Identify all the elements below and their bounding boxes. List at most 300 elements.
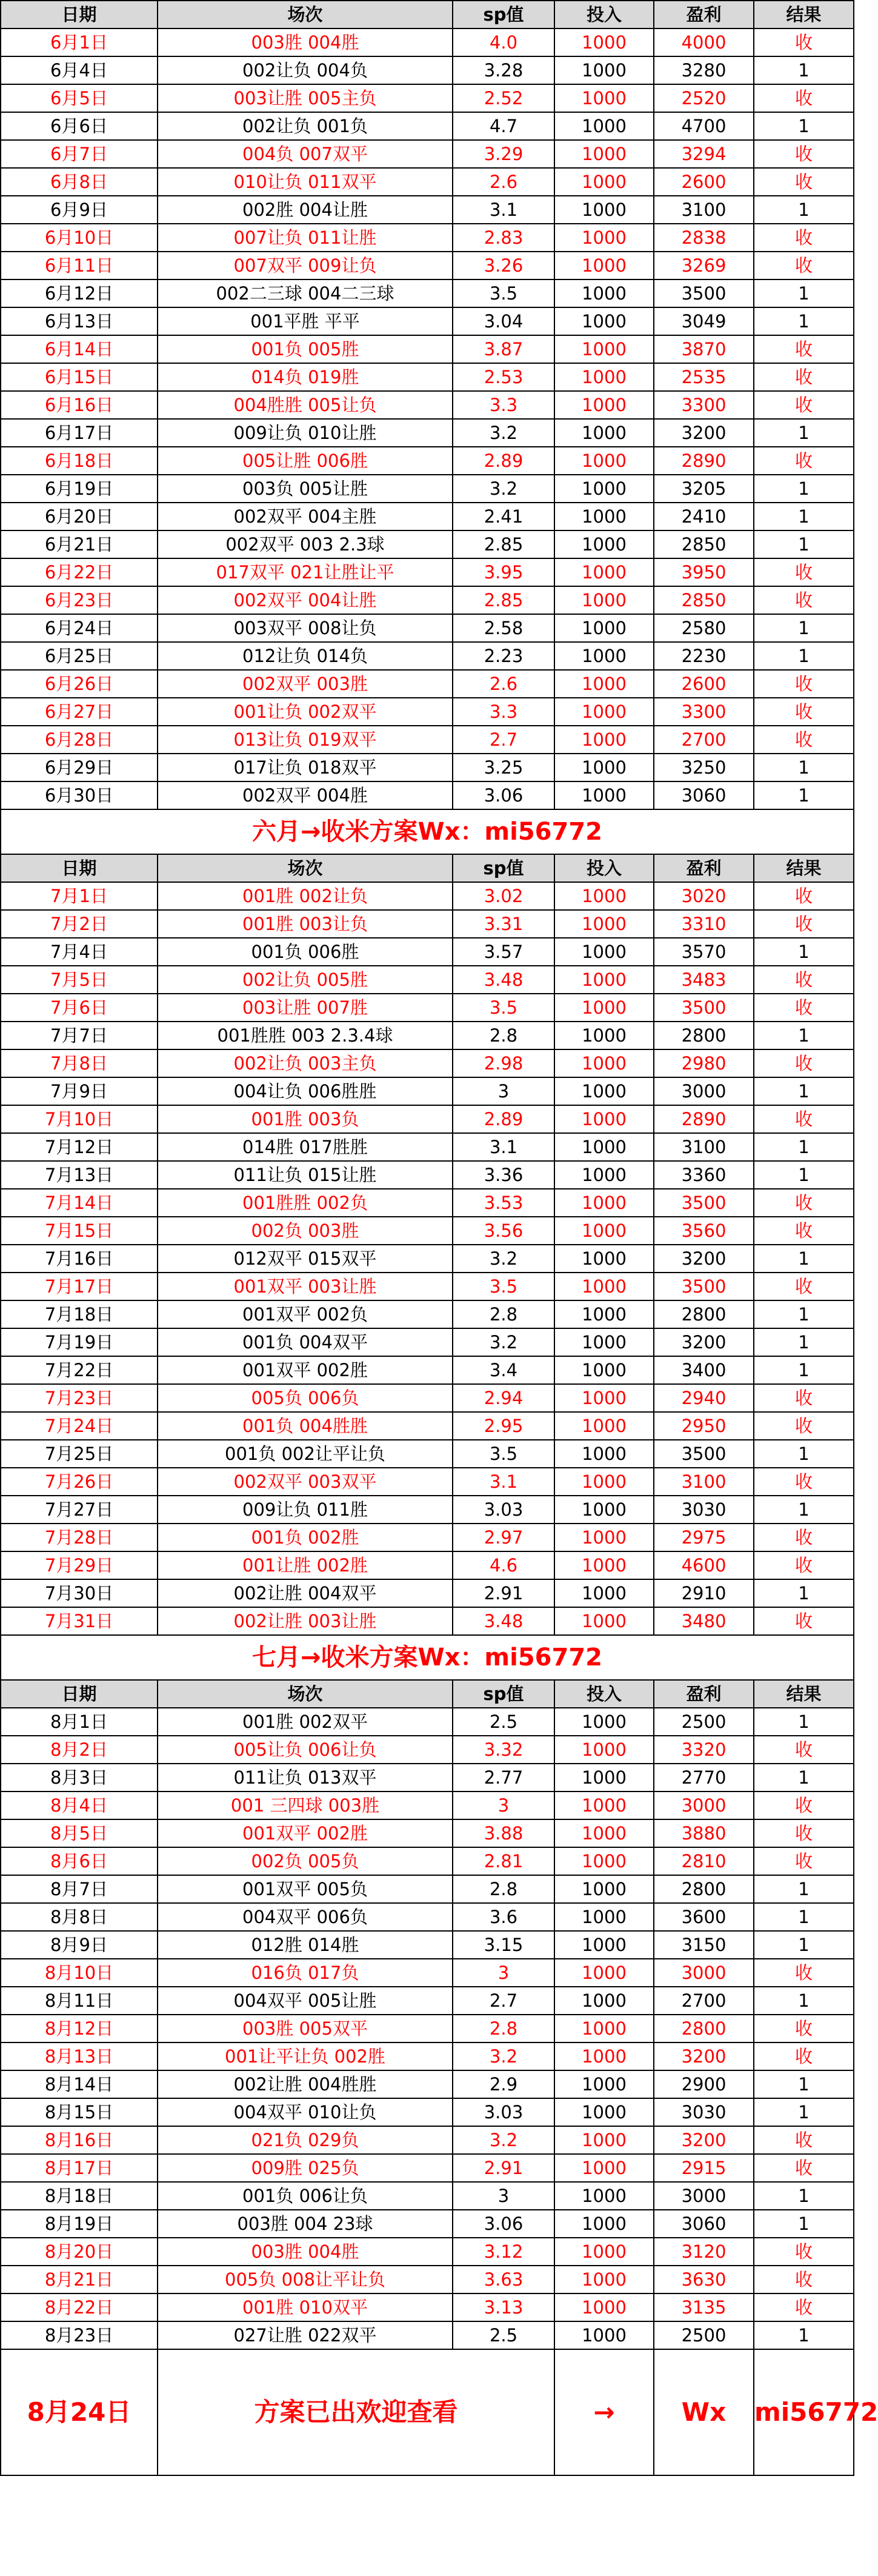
cell-stake: 1000 [554, 391, 654, 419]
cell-profit: 4000 [654, 28, 754, 56]
cell-stake: 1000 [554, 1875, 654, 1903]
cell-sp: 2.83 [453, 224, 554, 252]
cell-matches: 001平胜 平平 [158, 307, 453, 335]
cell-stake: 1000 [554, 698, 654, 726]
cell-matches: 003胜 004胜 [158, 2238, 453, 2266]
cell-profit: 3870 [654, 335, 754, 363]
cell-result: 收 [754, 1105, 854, 1133]
promo-banner: 七月→收米方案Wx：mi56772 [1, 1635, 854, 1680]
cell-sp: 2.5 [453, 2321, 554, 2349]
cell-sp: 2.8 [453, 1022, 554, 1049]
cell-profit: 3360 [654, 1161, 754, 1189]
cell-profit: 3630 [654, 2266, 754, 2293]
cell-profit: 3060 [654, 2210, 754, 2238]
table-row [1, 1987, 854, 2015]
cell-stake: 1000 [554, 781, 654, 809]
header-date: 日期 [1, 1680, 158, 1708]
cell-profit: 2910 [654, 1579, 754, 1607]
cell-sp: 3.02 [453, 882, 554, 910]
cell-result: 1 [754, 1356, 854, 1384]
cell-profit: 3120 [654, 2238, 754, 2266]
cell-stake: 1000 [554, 84, 654, 112]
cell-sp: 2.85 [453, 530, 554, 558]
cell-sp: 3.13 [453, 2293, 554, 2321]
cell-result: 1 [754, 1579, 854, 1607]
cell-result: 收 [754, 28, 854, 56]
cell-date: 7月22日 [1, 1356, 158, 1384]
cell-sp: 3.32 [453, 1736, 554, 1764]
table-row [1, 2182, 854, 2210]
header-result: 结果 [754, 1680, 854, 1708]
cell-profit: 2940 [654, 1384, 754, 1412]
cell-sp: 2.8 [453, 2015, 554, 2042]
cell-profit: 3060 [654, 781, 754, 809]
table-row [1, 2266, 854, 2293]
cell-date: 7月25日 [1, 1440, 158, 1468]
cell-stake: 1000 [554, 1791, 654, 1819]
cell-profit: 3200 [654, 419, 754, 447]
cell-result: 收 [754, 1607, 854, 1635]
cell-profit: 3269 [654, 252, 754, 279]
cell-matches: 005让胜 006胜 [158, 447, 453, 475]
table-row [1, 335, 854, 363]
header-matches: 场次 [158, 1, 453, 28]
table-row [1, 1791, 854, 1819]
cell-profit: 3200 [654, 2042, 754, 2070]
cell-date: 7月4日 [1, 938, 158, 966]
cell-result: 收 [754, 2238, 854, 2266]
cell-profit: 3500 [654, 279, 754, 307]
table-row [1, 307, 854, 335]
cell-sp: 3.03 [453, 1496, 554, 1524]
cell-matches: 002负 005负 [158, 1847, 453, 1875]
cell-result: 收 [754, 1524, 854, 1551]
cell-result: 收 [754, 1189, 854, 1217]
table-row [1, 1496, 854, 1524]
cell-result: 收 [754, 1384, 854, 1412]
table-row [1, 1903, 854, 1931]
table-row [1, 966, 854, 994]
header-profit: 盈利 [654, 854, 754, 882]
table-row [1, 781, 854, 809]
table-row [1, 586, 854, 614]
cell-profit: 2838 [654, 224, 754, 252]
promo-banner-row [1, 809, 854, 854]
cell-stake: 1000 [554, 307, 654, 335]
cell-profit: 3500 [654, 1189, 754, 1217]
cell-matches: 001负 002让平让负 [158, 1440, 453, 1468]
cell-date: 6月22日 [1, 558, 158, 586]
table-row [1, 1300, 854, 1328]
cell-result: 收 [754, 84, 854, 112]
cell-result: 1 [754, 1161, 854, 1189]
cell-sp: 3.5 [453, 994, 554, 1022]
cell-date: 8月20日 [1, 2238, 158, 2266]
cell-date: 8月14日 [1, 2070, 158, 2098]
header-sp: sp值 [453, 1680, 554, 1708]
cell-stake: 1000 [554, 363, 654, 391]
table-row [1, 252, 854, 279]
cell-result: 1 [754, 2070, 854, 2098]
cell-result: 1 [754, 1764, 854, 1791]
cell-stake: 1000 [554, 938, 654, 966]
cell-sp: 4.7 [453, 112, 554, 140]
cell-date: 7月14日 [1, 1189, 158, 1217]
cell-date: 7月7日 [1, 1022, 158, 1049]
cell-profit: 2700 [654, 726, 754, 754]
cell-profit: 2950 [654, 1412, 754, 1440]
cell-profit: 3020 [654, 882, 754, 910]
cell-profit: 2850 [654, 586, 754, 614]
cell-result: 收 [754, 2126, 854, 2154]
cell-stake: 1000 [554, 168, 654, 196]
cell-stake: 1000 [554, 2182, 654, 2210]
cell-stake: 1000 [554, 558, 654, 586]
cell-matches: 004负 007双平 [158, 140, 453, 168]
cell-matches: 001让平让负 002胜 [158, 2042, 453, 2070]
cell-date: 7月31日 [1, 1607, 158, 1635]
cell-matches: 016负 017负 [158, 1959, 453, 1987]
cell-matches: 011让负 015让胜 [158, 1161, 453, 1189]
cell-sp: 3.2 [453, 419, 554, 447]
header-sp: sp值 [453, 1, 554, 28]
cell-matches: 002让负 004负 [158, 56, 453, 84]
cell-result: 1 [754, 1903, 854, 1931]
table-row [1, 1273, 854, 1300]
cell-matches: 004双平 006负 [158, 1903, 453, 1931]
cell-date: 8月10日 [1, 1959, 158, 1987]
cell-result: 收 [754, 1819, 854, 1847]
table-row [1, 1412, 854, 1440]
table-row [1, 754, 854, 781]
cell-date: 7月5日 [1, 966, 158, 994]
cell-result: 收 [754, 447, 854, 475]
cell-matches: 003负 005让胜 [158, 475, 453, 503]
table-row [1, 140, 854, 168]
cell-sp: 3.06 [453, 781, 554, 809]
cell-result: 1 [754, 642, 854, 670]
cell-profit: 3480 [654, 1607, 754, 1635]
cell-profit: 4700 [654, 112, 754, 140]
cell-matches: 009让负 011胜 [158, 1496, 453, 1524]
header-stake: 投入 [554, 854, 654, 882]
cell-matches: 002让负 003主负 [158, 1049, 453, 1077]
cell-profit: 2600 [654, 168, 754, 196]
cell-profit: 3049 [654, 307, 754, 335]
cell-matches: 005让负 006让负 [158, 1736, 453, 1764]
cell-result: 收 [754, 2154, 854, 2182]
cell-profit: 2410 [654, 503, 754, 530]
cell-matches: 001胜胜 002负 [158, 1189, 453, 1217]
cell-stake: 1000 [554, 2070, 654, 2098]
cell-profit: 3500 [654, 1273, 754, 1300]
table-row [1, 1819, 854, 1847]
cell-matches: 002让负 001负 [158, 112, 453, 140]
table-row [1, 1245, 854, 1273]
cell-result: 1 [754, 1022, 854, 1049]
cell-stake: 1000 [554, 2015, 654, 2042]
cell-result: 收 [754, 966, 854, 994]
cell-stake: 1000 [554, 1077, 654, 1105]
cell-stake: 1000 [554, 196, 654, 224]
cell-date: 8月7日 [1, 1875, 158, 1903]
cell-stake: 1000 [554, 1412, 654, 1440]
cell-stake: 1000 [554, 994, 654, 1022]
cell-result: 1 [754, 56, 854, 84]
table-row [1, 1468, 854, 1496]
header-matches: 场次 [158, 1680, 453, 1708]
table-row [1, 503, 854, 530]
cell-matches: 002让胜 004双平 [158, 1579, 453, 1607]
header-profit: 盈利 [654, 1680, 754, 1708]
cell-date: 7月23日 [1, 1384, 158, 1412]
cell-sp: 2.9 [453, 2070, 554, 2098]
table-row [1, 910, 854, 938]
table-row [1, 279, 854, 307]
cell-profit: 3500 [654, 994, 754, 1022]
cell-date: 8月21日 [1, 2266, 158, 2293]
cell-stake: 1000 [554, 2126, 654, 2154]
cell-date: 6月23日 [1, 586, 158, 614]
cell-sp: 4.0 [453, 28, 554, 56]
table-row [1, 1875, 854, 1903]
cell-date: 6月21日 [1, 530, 158, 558]
cell-date: 8月5日 [1, 1819, 158, 1847]
cell-matches: 001负 004双平 [158, 1328, 453, 1356]
cell-date: 6月9日 [1, 196, 158, 224]
cell-stake: 1000 [554, 1245, 654, 1273]
footer-message: 方案已出欢迎查看 [158, 2349, 554, 2475]
cell-date: 7月10日 [1, 1105, 158, 1133]
cell-result: 收 [754, 252, 854, 279]
cell-stake: 1000 [554, 1384, 654, 1412]
cell-result: 收 [754, 1049, 854, 1077]
cell-date: 6月29日 [1, 754, 158, 781]
cell-date: 8月12日 [1, 2015, 158, 2042]
table-row [1, 1133, 854, 1161]
cell-profit: 2900 [654, 2070, 754, 2098]
cell-result: 1 [754, 614, 854, 642]
cell-profit: 2890 [654, 1105, 754, 1133]
cell-result: 收 [754, 363, 854, 391]
cell-stake: 1000 [554, 1607, 654, 1635]
cell-profit: 2800 [654, 1300, 754, 1328]
cell-matches: 003胜 004 23球 [158, 2210, 453, 2238]
cell-date: 6月15日 [1, 363, 158, 391]
cell-stake: 1000 [554, 1959, 654, 1987]
cell-stake: 1000 [554, 910, 654, 938]
cell-date: 7月9日 [1, 1077, 158, 1105]
cell-stake: 1000 [554, 2238, 654, 2266]
cell-stake: 1000 [554, 2042, 654, 2070]
cell-profit: 2810 [654, 1847, 754, 1875]
cell-sp: 2.91 [453, 1579, 554, 1607]
cell-matches: 002让胜 003让胜 [158, 1607, 453, 1635]
cell-result: 1 [754, 1245, 854, 1273]
cell-stake: 1000 [554, 670, 654, 698]
cell-date: 7月28日 [1, 1524, 158, 1551]
cell-sp: 3.4 [453, 1356, 554, 1384]
cell-sp: 3.5 [453, 279, 554, 307]
cell-stake: 1000 [554, 279, 654, 307]
table-row [1, 224, 854, 252]
cell-date: 8月17日 [1, 2154, 158, 2182]
cell-matches: 014负 019胜 [158, 363, 453, 391]
cell-stake: 1000 [554, 2098, 654, 2126]
cell-profit: 2800 [654, 1875, 754, 1903]
cell-matches: 002双平 003双平 [158, 1468, 453, 1496]
cell-profit: 3030 [654, 1496, 754, 1524]
cell-date: 6月27日 [1, 698, 158, 726]
cell-sp: 3.2 [453, 475, 554, 503]
table-row [1, 698, 854, 726]
cell-sp: 3.3 [453, 391, 554, 419]
cell-stake: 1000 [554, 1133, 654, 1161]
table-row [1, 2321, 854, 2349]
cell-profit: 3400 [654, 1356, 754, 1384]
cell-date: 7月8日 [1, 1049, 158, 1077]
cell-result: 1 [754, 2321, 854, 2349]
cell-profit: 3100 [654, 1133, 754, 1161]
cell-sp: 3.5 [453, 1273, 554, 1300]
cell-result: 收 [754, 586, 854, 614]
table-row [1, 2098, 854, 2126]
cell-stake: 1000 [554, 140, 654, 168]
cell-stake: 1000 [554, 56, 654, 84]
cell-profit: 2700 [654, 1987, 754, 2015]
table-row [1, 2042, 854, 2070]
cell-result: 1 [754, 196, 854, 224]
cell-sp: 3.88 [453, 1819, 554, 1847]
cell-result: 收 [754, 2266, 854, 2293]
table-row [1, 1161, 854, 1189]
table-row [1, 1524, 854, 1551]
cell-result: 1 [754, 1496, 854, 1524]
cell-profit: 2600 [654, 670, 754, 698]
header-result: 结果 [754, 854, 854, 882]
cell-profit: 3500 [654, 1440, 754, 1468]
cell-stake: 1000 [554, 419, 654, 447]
cell-sp: 3.1 [453, 1468, 554, 1496]
cell-result: 1 [754, 530, 854, 558]
cell-result: 收 [754, 1736, 854, 1764]
table-row [1, 447, 854, 475]
promo-banner-row [1, 1635, 854, 1680]
cell-sp: 2.98 [453, 1049, 554, 1077]
cell-stake: 1000 [554, 614, 654, 642]
cell-result: 1 [754, 1931, 854, 1959]
footer-row [1, 2349, 854, 2475]
cell-profit: 3300 [654, 391, 754, 419]
cell-matches: 012让负 014负 [158, 642, 453, 670]
cell-sp: 2.6 [453, 168, 554, 196]
cell-result: 收 [754, 1217, 854, 1245]
cell-matches: 001 三四球 003胜 [158, 1791, 453, 1819]
cell-date: 7月12日 [1, 1133, 158, 1161]
cell-sp: 3.2 [453, 1245, 554, 1273]
cell-sp: 3.25 [453, 754, 554, 781]
cell-stake: 1000 [554, 530, 654, 558]
table-row [1, 196, 854, 224]
cell-profit: 2980 [654, 1049, 754, 1077]
cell-profit: 3880 [654, 1819, 754, 1847]
cell-date: 6月11日 [1, 252, 158, 279]
table-row [1, 1105, 854, 1133]
cell-date: 6月5日 [1, 84, 158, 112]
cell-profit: 3000 [654, 1959, 754, 1987]
cell-result: 收 [754, 698, 854, 726]
cell-result: 1 [754, 112, 854, 140]
cell-profit: 3200 [654, 2126, 754, 2154]
table-row [1, 2126, 854, 2154]
cell-matches: 007让负 011让胜 [158, 224, 453, 252]
cell-date: 8月1日 [1, 1708, 158, 1736]
table-row [1, 1328, 854, 1356]
table-row [1, 1189, 854, 1217]
cell-stake: 1000 [554, 1819, 654, 1847]
cell-result: 1 [754, 419, 854, 447]
cell-result: 收 [754, 2015, 854, 2042]
cell-matches: 009胜 025负 [158, 2154, 453, 2182]
cell-sp: 3.03 [453, 2098, 554, 2126]
cell-stake: 1000 [554, 1105, 654, 1133]
cell-result: 收 [754, 910, 854, 938]
cell-stake: 1000 [554, 966, 654, 994]
cell-matches: 001双平 005负 [158, 1875, 453, 1903]
cell-profit: 3600 [654, 1903, 754, 1931]
header-stake: 投入 [554, 1680, 654, 1708]
cell-date: 7月1日 [1, 882, 158, 910]
cell-matches: 001胜 010双平 [158, 2293, 453, 2321]
cell-sp: 3.1 [453, 196, 554, 224]
cell-matches: 014胜 017胜胜 [158, 1133, 453, 1161]
cell-sp: 3.2 [453, 2042, 554, 2070]
cell-profit: 3030 [654, 2098, 754, 2126]
cell-matches: 001胜 003负 [158, 1105, 453, 1133]
cell-sp: 2.5 [453, 1708, 554, 1736]
cell-date: 7月29日 [1, 1551, 158, 1579]
cell-matches: 004让负 006胜胜 [158, 1077, 453, 1105]
cell-stake: 1000 [554, 1440, 654, 1468]
cell-sp: 3.53 [453, 1189, 554, 1217]
cell-date: 6月30日 [1, 781, 158, 809]
cell-result: 收 [754, 2042, 854, 2070]
cell-matches: 004胜胜 005让负 [158, 391, 453, 419]
cell-sp: 2.97 [453, 1524, 554, 1551]
results-table-body [1, 1, 878, 2475]
cell-stake: 1000 [554, 1931, 654, 1959]
cell-matches: 010让负 011双平 [158, 168, 453, 196]
cell-profit: 3570 [654, 938, 754, 966]
cell-date: 6月6日 [1, 112, 158, 140]
cell-profit: 3100 [654, 1468, 754, 1496]
table-row [1, 1356, 854, 1384]
cell-stake: 1000 [554, 224, 654, 252]
table-row [1, 419, 854, 447]
cell-stake: 1000 [554, 335, 654, 363]
cell-date: 6月7日 [1, 140, 158, 168]
header-date: 日期 [1, 1, 158, 28]
cell-date: 8月6日 [1, 1847, 158, 1875]
cell-matches: 005负 006负 [158, 1384, 453, 1412]
cell-matches: 001胜 003让负 [158, 910, 453, 938]
cell-profit: 2535 [654, 363, 754, 391]
cell-profit: 2500 [654, 2321, 754, 2349]
cell-stake: 1000 [554, 2154, 654, 2182]
cell-sp: 2.58 [453, 614, 554, 642]
cell-sp: 3.56 [453, 1217, 554, 1245]
cell-stake: 1000 [554, 1273, 654, 1300]
